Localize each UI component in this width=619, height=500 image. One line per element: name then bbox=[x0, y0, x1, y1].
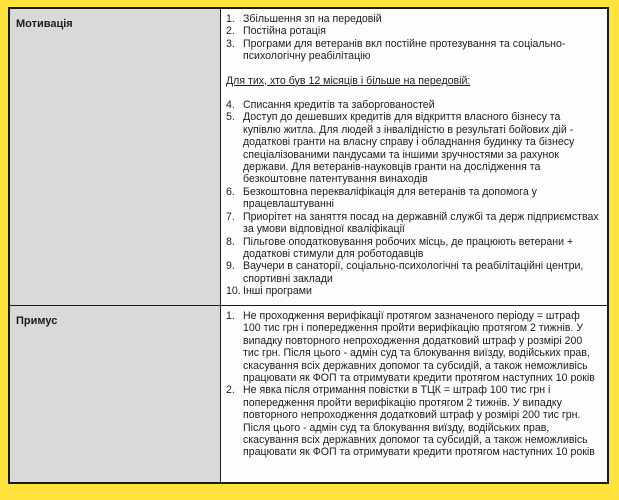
label-cell-motivation bbox=[10, 9, 220, 305]
list-item-text: Списання кредитів та заборгованостей bbox=[243, 99, 435, 112]
list-item bbox=[226, 260, 599, 285]
list-item-number: 9. bbox=[226, 260, 235, 273]
list-item-text: Програми для ветеранів вкл постійне протезування та соціально-психологічну реабілітацію bbox=[243, 37, 566, 63]
list-item-text: Не проходження верифікації протягом зазначеного періоду = штраф 100 тис грн і попередження пройти верифікацію протягом 2 тижнів. У випадку повторного непроходження додатковий штраф у розмірі 200 тис грн. Після цього - адмін суд та блокування виїзду, водійських прав, скасування всіх державних допомог та субсидій, а також неможливісь працювати як ФОП та отримувати кредити протягом наступних 10 років bbox=[243, 310, 595, 385]
motivation-items-top bbox=[226, 13, 599, 63]
list-item bbox=[226, 310, 599, 384]
list-item-number: 7. bbox=[226, 210, 235, 223]
list-item-text: Збільшення зп на передовій bbox=[243, 13, 382, 25]
list-item bbox=[226, 99, 599, 111]
list-item-number: 8. bbox=[226, 235, 235, 248]
content-cell-coercion bbox=[221, 306, 607, 482]
subheading-frontline-12-months: Для тих, хто був 12 місяців і більше на передовій: bbox=[226, 74, 471, 87]
list-item bbox=[226, 384, 599, 458]
list-item-text: Постійна ротація bbox=[243, 25, 326, 38]
coercion-items bbox=[226, 310, 599, 459]
list-item bbox=[226, 38, 599, 63]
list-item bbox=[226, 25, 599, 37]
list-item bbox=[226, 13, 599, 25]
list-item-text: Ваучери в санаторії, соціально-психологічні та реабілітаційні центри, спортивні заклади bbox=[243, 260, 584, 285]
list-item-text: Не явка після отримання повістки в ТЦК = штраф 100 тис грн і попередження пройти верифікацію протягом 2 тижнів. У випадку повторного непроходження додатковий штраф у розмірі 200 тис грн. Після цього - адмін суд та блокування виїзду, водійських прав, скасування всіх державних допомог та субсидій, а також неможливісь працювати як ФОП та отримувати кредити протягом наступних 10 років bbox=[243, 384, 595, 459]
list-item bbox=[226, 236, 599, 261]
list-item-text: Приорітет на заняття посад на державній службі та держ підприємствах за умови відповідної кваліфікації bbox=[243, 210, 599, 236]
motivation-items-bottom bbox=[226, 99, 599, 298]
list-item bbox=[226, 111, 599, 185]
list-item bbox=[226, 285, 599, 297]
list-item-number: 6. bbox=[226, 185, 235, 198]
list-item-text: Пільгове оподатковування робочих місць, де працюють ветерани + додаткові стимули для роботодавців bbox=[243, 235, 574, 260]
list-item-number: 1. bbox=[226, 310, 235, 322]
content-cell-motivation bbox=[221, 9, 607, 305]
list-item-number: 5. bbox=[226, 111, 235, 124]
list-item bbox=[226, 211, 599, 236]
list-item-number: 1. bbox=[226, 13, 235, 25]
list-item-number: 2. bbox=[226, 25, 235, 38]
label-cell-coercion bbox=[10, 306, 220, 482]
list-item-number: 3. bbox=[226, 37, 235, 50]
doc-table bbox=[8, 7, 609, 484]
list-item-number: 10. bbox=[226, 285, 241, 298]
row-label-motivation: Мотивація bbox=[16, 18, 73, 30]
list-item bbox=[226, 186, 599, 211]
list-item-text: Інші програми bbox=[243, 285, 312, 298]
list-item-number: 4. bbox=[226, 99, 235, 112]
row-label-coercion: Примус bbox=[16, 315, 58, 327]
list-item-number: 2. bbox=[226, 384, 235, 397]
list-item-text: Доступ до дешевших кредитів для відкриття власного бізнесу та купівлю житла. Для людей з інвалідністю в результаті бойових дій - додаткові гранти на власну справу і обладнання будинку та бізнесу спеціалізованими пандусами та іншими зручностями за рахунок держави. Для ветеранів-науковців гранти на дослідження та безкоштовне патентування винаходів bbox=[243, 111, 575, 186]
list-item-text: Безкоштовна перекваліфікація для ветеранів та допомога у працевлаштуванні bbox=[243, 185, 537, 211]
